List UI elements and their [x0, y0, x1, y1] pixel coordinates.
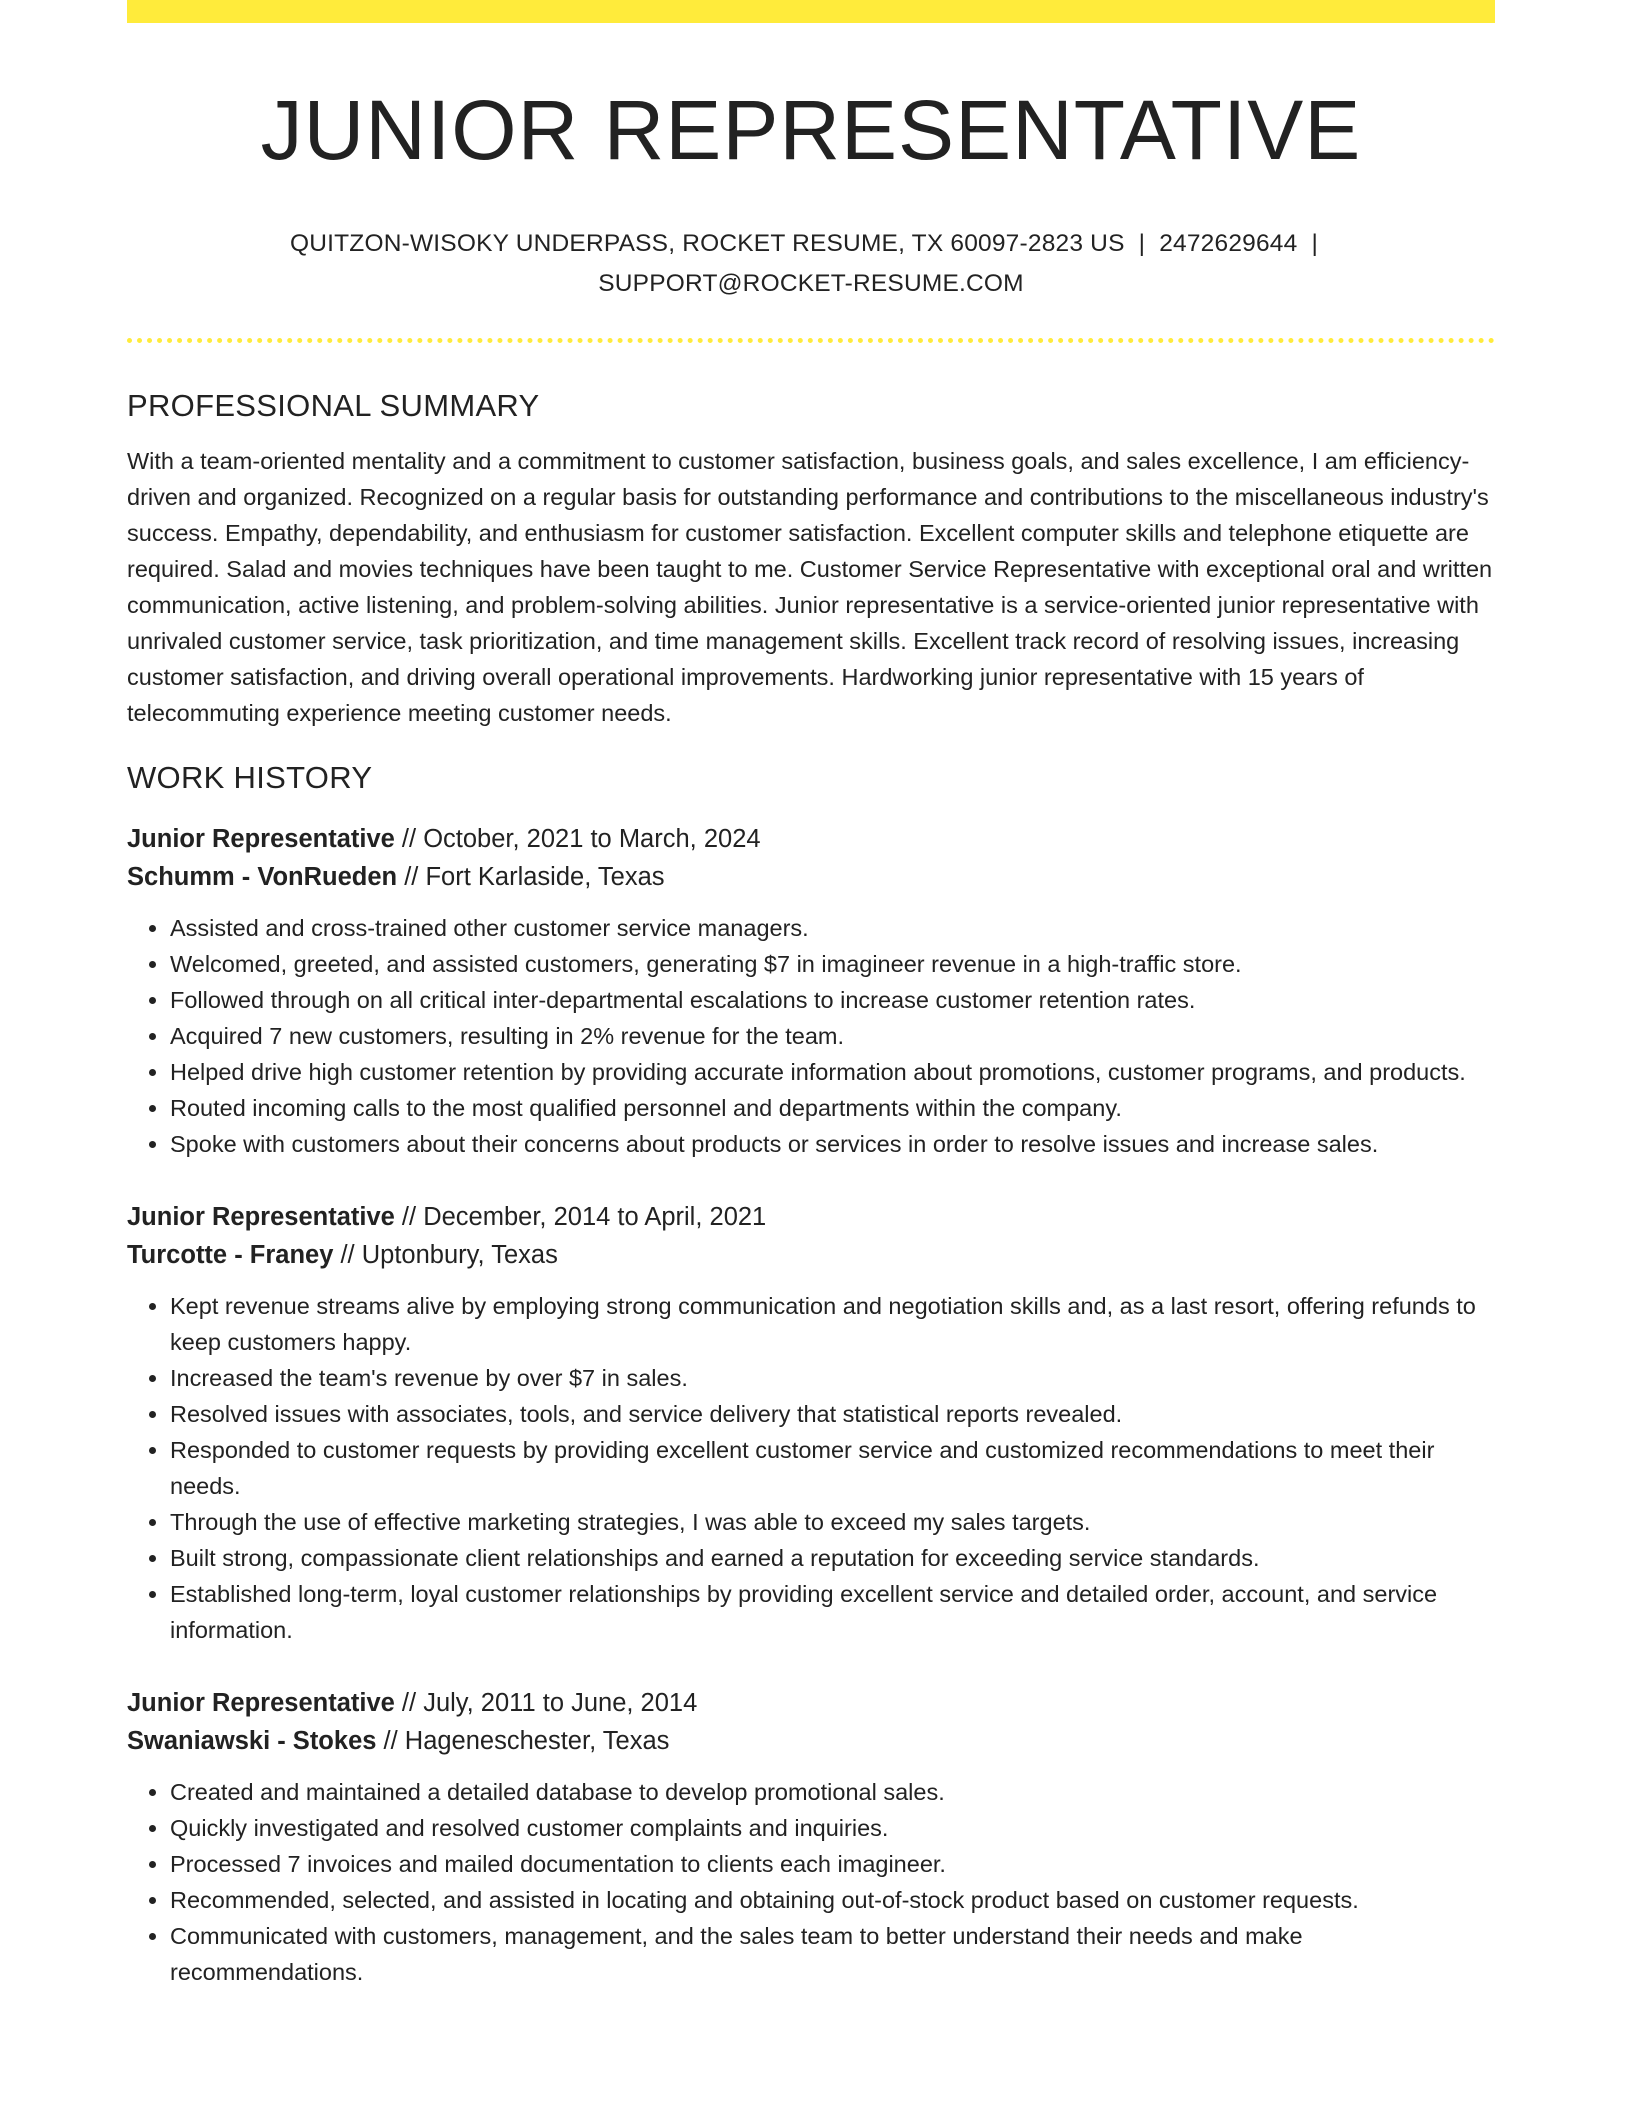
job-bullet: • Created and maintained a detailed database to develop promotional sales. [170, 1774, 1495, 1810]
job-bullet: • Processed 7 invoices and mailed documentation to clients each imagineer. [170, 1846, 1495, 1882]
job-separator: // [333, 1241, 362, 1269]
job-bullet: • Established long-term, loyal customer relationships by providing excellent service and detailed order, account, and service information. [170, 1576, 1495, 1648]
dotted-divider [127, 338, 1495, 343]
job-separator: // [376, 1727, 405, 1755]
job-bullet: • Welcomed, greeted, and assisted customers, generating $7 in imagineer revenue in a high-traffic store. [170, 946, 1495, 982]
job-bullet: • Communicated with customers, management, and the sales team to better understand their needs and make recommendations. [170, 1918, 1495, 1990]
job-bullet: • Through the use of effective marketing strategies, I was able to exceed my sales targets. [170, 1504, 1495, 1540]
job-bullet: • Followed through on all critical inter-departmental escalations to increase customer retention rates. [170, 982, 1495, 1018]
job-company-line [127, 1236, 1495, 1274]
summary-heading: PROFESSIONAL SUMMARY [127, 388, 540, 423]
job-bullet: • Kept revenue streams alive by employing strong communication and negotiation skills and, as a last resort, offering refunds to keep customers happy. [170, 1288, 1495, 1360]
job-role-line [127, 1684, 1495, 1722]
job-bullet: • Recommended, selected, and assisted in locating and obtaining out-of-stock product based on customer requests. [170, 1882, 1495, 1918]
job-bullets [127, 910, 1495, 1162]
job-entry [127, 1684, 1495, 1990]
job-role: Junior Representative [127, 825, 395, 853]
job-bullet: • Built strong, compassionate client relationships and earned a reputation for exceeding service standards. [170, 1540, 1495, 1576]
job-separator: // [394, 825, 424, 853]
job-location: Fort Karlaside, Texas [425, 863, 665, 891]
job-separator: // [397, 863, 426, 891]
job-role-line [127, 820, 1495, 858]
contact-email: SUPPORT@ROCKET-RESUME.COM [598, 270, 1024, 297]
job-location: Hageneschester, Texas [404, 1727, 670, 1755]
contact-separator: | [1138, 230, 1146, 257]
accent-bar [127, 0, 1495, 23]
job-bullet: • Routed incoming calls to the most qualified personnel and departments within the company. [170, 1090, 1495, 1126]
job-bullet: • Spoke with customers about their concerns about products or services in order to resolve issues and increase sales. [170, 1126, 1495, 1162]
job-list [127, 820, 1495, 1990]
job-company-line [127, 858, 1495, 896]
job-bullet: • Responded to customer requests by providing excellent customer service and customized recommendations to meet their needs. [170, 1432, 1495, 1504]
job-dates: October, 2021 to March, 2024 [423, 825, 761, 853]
job-bullet: • Quickly investigated and resolved customer complaints and inquiries. [170, 1810, 1495, 1846]
job-bullet: • Resolved issues with associates, tools, and service delivery that statistical reports revealed. [170, 1396, 1495, 1432]
job-location: Uptonbury, Texas [361, 1241, 558, 1269]
job-dates: July, 2011 to June, 2014 [423, 1689, 698, 1717]
contact-phone: 2472629644 [1159, 230, 1298, 257]
job-separator: // [394, 1689, 424, 1717]
contact-address: QUITZON-WISOKY UNDERPASS, ROCKET RESUME, TX 60097-2823 US [289, 230, 1125, 257]
work-history-heading: WORK HISTORY [127, 760, 373, 795]
resume-page [127, 0, 1495, 1990]
job-dates: December, 2014 to April, 2021 [423, 1203, 767, 1231]
summary-text: With a team-oriented mentality and a commitment to customer satisfaction, business goals, and sales excellence, I am efficiency-driven and organized. Recognized on a regular basis for outstanding performance and contributions to the miscellaneous industry's success. Empathy, dependability, and enthusiasm for customer satisfaction. Excellent computer skills and telephone etiquette are required. Salad and movies techniques have been taught to me. Customer Service Representative with exceptional oral and written communication, active listening, and problem-solving abilities. Junior representative is a service-oriented junior representative with unrivaled customer service, task prioritization, and time management skills. Excellent track record of resolving issues, increasing customer satisfaction, and driving overall operational improvements. Hardworking junior representative with 15 years of telecommuting experience meeting customer needs. [127, 448, 1493, 726]
job-bullet: • Helped drive high customer retention by providing accurate information about promotions, customer programs, and products. [170, 1054, 1495, 1090]
job-company: Turcotte - Franey [127, 1241, 334, 1269]
job-bullet: • Assisted and cross-trained other customer service managers. [170, 910, 1495, 946]
job-entry [127, 820, 1495, 1162]
job-company: Swaniawski - Stokes [127, 1727, 377, 1755]
contact-separator: | [1311, 230, 1319, 257]
job-role-line [127, 1198, 1495, 1236]
job-role: Junior Representative [127, 1203, 395, 1231]
job-bullet: • Acquired 7 new customers, resulting in 2% revenue for the team. [170, 1018, 1495, 1054]
job-bullets [127, 1288, 1495, 1648]
job-role: Junior Representative [127, 1689, 395, 1717]
job-bullet: • Increased the team's revenue by over $7 in sales. [170, 1360, 1495, 1396]
resume-name: JUNIOR REPRESENTATIVE [260, 83, 1362, 177]
job-company-line [127, 1722, 1495, 1760]
job-entry [127, 1198, 1495, 1648]
job-company: Schumm - VonRueden [127, 863, 398, 891]
contact-info [127, 224, 1495, 304]
job-bullets [127, 1774, 1495, 1990]
job-separator: // [394, 1203, 424, 1231]
